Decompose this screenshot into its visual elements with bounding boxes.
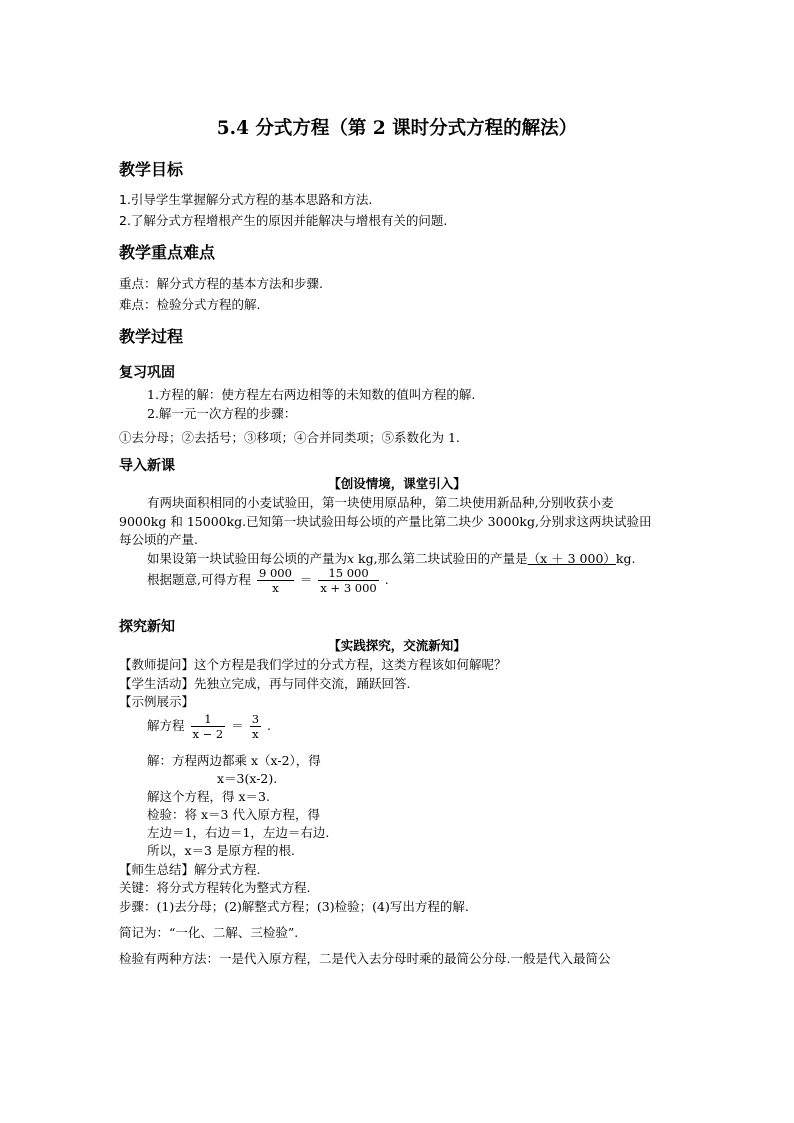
answer-blank: （x ＋ 3 000） — [527, 551, 616, 566]
solution-step: 解这个方程，得 x＝3. — [147, 789, 270, 804]
summary-tag: 【师生总结】解分式方程. — [119, 862, 261, 877]
summary-key: 关键：将分式方程转化为整式方程. — [119, 880, 311, 895]
keypoint-item: 难点：检验分式方程的解. — [119, 297, 261, 312]
keypoint-item: 重点：解分式方程的基本方法和步骤. — [119, 276, 323, 291]
goal-item: 2.了解分式方程增根产生的原因并能解决与增根有关的问题. — [119, 213, 448, 228]
example-equation — [147, 712, 271, 741]
heading-review: 复习巩固 — [119, 365, 175, 381]
equation-label: 根据题意,可得方程 — [147, 572, 251, 587]
review-line: 2.解一元一次方程的步骤： — [147, 406, 297, 421]
intro-equation — [147, 566, 389, 595]
fraction — [191, 712, 226, 741]
heading-goals: 教学目标 — [119, 160, 184, 179]
fraction — [318, 566, 378, 595]
intro-assumption — [147, 549, 635, 567]
page-title: 5.4 分式方程（第 2 课时分式方程的解法） — [216, 118, 578, 139]
heading-explore: 探究新知 — [119, 619, 175, 635]
solution-step: x＝3(x-2). — [217, 771, 278, 786]
equation-label: 解方程 — [147, 718, 185, 733]
solution-step: 左边＝1，右边＝1，左边＝右边. — [147, 825, 330, 840]
heading-keypoints: 教学重点难点 — [119, 243, 216, 262]
fraction-numerator: 3 — [251, 712, 260, 726]
period: . — [384, 572, 389, 587]
check-methods: 检验有两种方法：一是代入原方程，二是代入去分母时乘的最简公分母.一般是代入最简公 — [119, 951, 611, 966]
review-line: 1.方程的解：使方程左右两边相等的未知数的值叫方程的解. — [147, 387, 476, 402]
fraction-numerator: 9 000 — [258, 566, 292, 580]
summary-steps: 步骤：(1)去分母；(2)解整式方程；(3)检验；(4)写出方程的解. — [119, 899, 469, 914]
heading-process: 教学过程 — [119, 327, 184, 346]
explore-subheading: 【实践探究，交流新知】 — [328, 638, 466, 653]
fraction-numerator: 1 — [204, 712, 212, 726]
review-steps: ①去分母；②去括号；③移项；④合并同类项；⑤系数化为 1. — [119, 430, 460, 445]
goal-item: 1.引导学生掌握解分式方程的基本思路和方法. — [119, 192, 373, 207]
intro-paragraph: 9000kg 和 15000kg.已知第一块试验田每公顷的产量比第二块少 3000kg,分别求这两块试验田 — [119, 514, 652, 529]
example-tag: 【示例展示】 — [119, 694, 195, 709]
solution-step: 解：方程两边都乘 x（x-2），得 — [147, 753, 321, 768]
variable-x: x — [347, 551, 355, 566]
fraction-numerator: 15 000 — [328, 566, 369, 580]
fraction-denominator: x — [250, 726, 261, 741]
intro-paragraph: 有两块面积相同的小麦试验田，第一块使用原品种，第二块使用新品种,分别收获小麦 — [147, 495, 614, 510]
intro-subheading: 【创设情境，课堂引入】 — [328, 476, 466, 491]
intro-paragraph: 每公顷的产量. — [119, 532, 198, 547]
summary-short: 简记为：“一化、二解、三检验”. — [119, 925, 299, 940]
assumption-unit: kg. — [615, 551, 636, 566]
student-activity: 【学生活动】先独立完成，再与同伴交流，踊跃回答. — [119, 676, 411, 691]
fraction-denominator: x — [257, 580, 294, 595]
fraction-denominator: x + 3 000 — [320, 581, 377, 595]
solution-step: 所以，x＝3 是原方程的根. — [147, 843, 295, 858]
assumption-text: kg,那么第二块试验田的产量是 — [354, 551, 528, 566]
fraction — [250, 712, 261, 741]
solution-step: 检验：将 x＝3 代入原方程，得 — [147, 807, 320, 822]
period: . — [267, 718, 272, 733]
teacher-question: 【教师提问】这个方程是我们学过的分式方程，这类方程该如何解呢？ — [119, 657, 507, 672]
equals-sign: ＝ — [299, 572, 313, 587]
heading-intro: 导入新课 — [119, 458, 175, 474]
fraction-denominator: x − 2 — [192, 727, 224, 741]
fraction — [257, 566, 294, 595]
assumption-text: 如果设第一块试验田每公顷的产量为 — [147, 551, 348, 566]
equals-sign: ＝ — [231, 718, 244, 733]
